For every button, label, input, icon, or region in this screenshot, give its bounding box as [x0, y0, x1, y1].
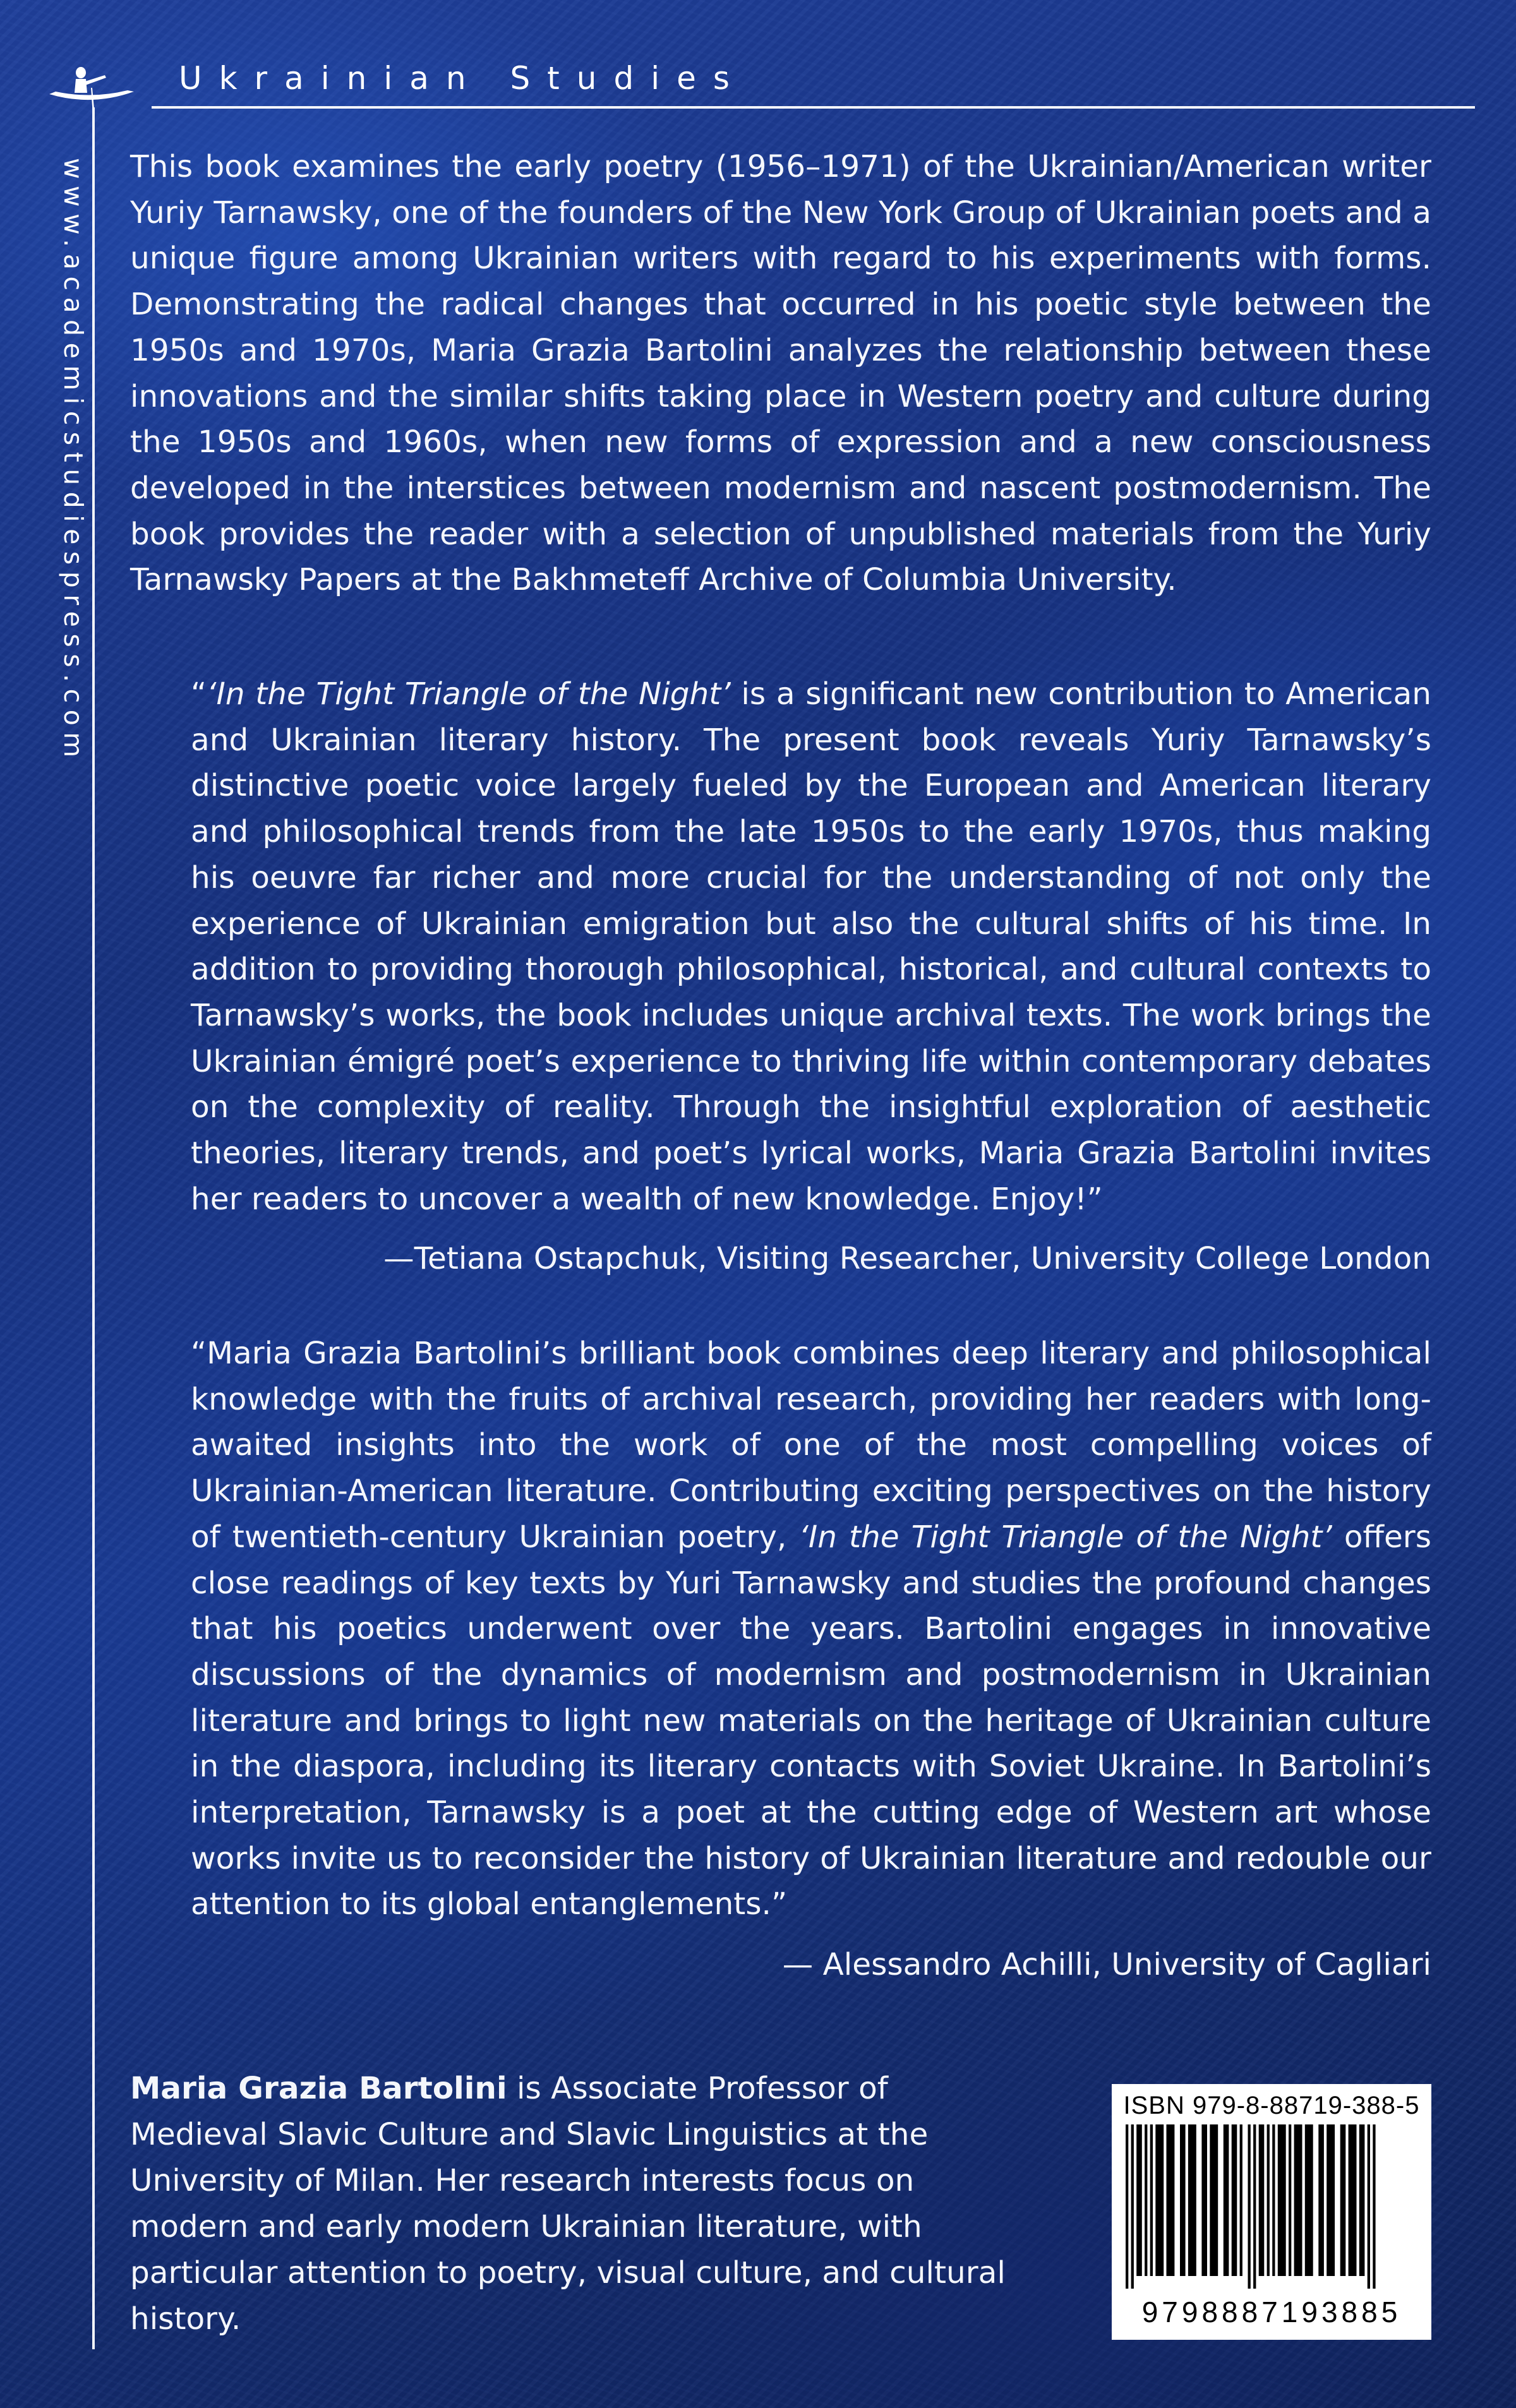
open-quote: “: [191, 676, 207, 712]
author-name: Maria Grazia Bartolini: [130, 2071, 507, 2106]
endorsement-quote: [191, 1331, 1431, 1927]
barcode-bar: [1272, 2124, 1275, 2276]
barcode-bars: [1123, 2124, 1420, 2289]
header-rule: [152, 106, 1475, 109]
barcode-bar: [1145, 2124, 1147, 2276]
barcode-bar: [1289, 2124, 1291, 2276]
author-bio-text: is Associate Professor of Medieval Slavic Culture and Slavic Linguistics at the University of Milan. Her research interests focus on modern and early modern Ukrainian literature, with particular attention to poetry, visual culture, and cultural history.: [130, 2071, 1006, 2337]
barcode-bar: [1318, 2124, 1324, 2276]
barcode-bar: [1326, 2124, 1335, 2276]
barcode-bar: [1368, 2124, 1370, 2289]
isbn-barcode: [1112, 2084, 1431, 2340]
isbn-label: ISBN 979-8-88719-388-5: [1123, 2092, 1420, 2119]
book-title-italic: ‘In the Tight Triangle of the Night’: [207, 676, 731, 712]
barcode-bar: [1136, 2124, 1142, 2276]
barcode-bar: [1359, 2124, 1365, 2276]
quote-text-continued: offers close readings of key texts by Yuri Tarnawsky and studies the profound changes that his poetics underwent over the years. Bartolini engages in innovative discussions of the dynamics of modernism and postmodernism in Ukrainian literature and brings to light new materials on the heritage of Ukrainian culture in the diaspora, including its literary contacts with Soviet Ukraine. In Bartolini’s interpretation, Tarnawsky is a poet at the cutting edge of Western art whose works invite us to reconsider the history of Ukrainian literature and redouble our attention to its global entanglements.”: [191, 1519, 1431, 1922]
barcode-bar: [1155, 2124, 1164, 2276]
book-description: This book examines the early poetry (1956–1971) of the Ukrainian/American writer Yuriy Tarnawsky, one of the founders of the New York Group of Ukrainian poets and a unique figure among Ukrainian writers with regard to his experiments with forms. Demonstrating the radical changes that occurred in his poetic style between the 1950s and 1970s, Maria Grazia Bartolini analyzes the relationship between these innovations and the similar shifts taking place in Western poetry and culture during the 1950s and 1960s, when new forms of expression and a new consciousness developed in the interstices between modernism and nascent postmodernism. The book provides the reader with a selection of unpublished materials from the Yuriy Tarnawsky Papers at the Bakhmeteff Archive of Columbia University.: [130, 149, 1431, 598]
boat-rower-icon: [44, 60, 139, 117]
quote-text: Maria Grazia Bartolini’s brilliant book combines deep literary and philosophical knowledge with the fruits of archival research, providing her readers with long-awaited insights into the work of one of the most compelling voices of Ukrainian-American literature. Contributing exciting perspectives on the history of twentieth-century Ukrainian poetry,: [191, 1336, 1431, 1555]
barcode-bar: [1224, 2124, 1229, 2276]
barcode-bar: [1150, 2124, 1153, 2276]
side-rule: [92, 107, 95, 2349]
barcode-bar: [1349, 2124, 1357, 2276]
barcode-digits: 9798887193885: [1141, 2296, 1402, 2328]
barcode-bar: [1167, 2124, 1175, 2276]
barcode-bar: [1126, 2124, 1128, 2289]
publisher-website: www.academicstudiespress.com: [58, 158, 88, 764]
barcode-bar: [1248, 2124, 1251, 2289]
barcode-bar: [1278, 2124, 1286, 2276]
barcode-bar: [1340, 2124, 1346, 2276]
barcode-bar: [1240, 2124, 1242, 2276]
series-title: Ukrainian Studies: [179, 60, 747, 97]
barcode-bar: [1294, 2124, 1302, 2276]
barcode-bar: [1232, 2124, 1237, 2276]
barcode-bar: [1188, 2124, 1196, 2276]
endorsement-attribution: — Alessandro Achilli, University of Cagliari: [782, 1947, 1431, 1982]
barcode-bar: [1210, 2124, 1218, 2276]
barcode-bar: [1180, 2124, 1186, 2276]
book-title-italic: ‘In the Tight Triangle of the Night’: [798, 1519, 1332, 1555]
barcode-bar: [1259, 2124, 1265, 2276]
barcode-bar: [1253, 2124, 1256, 2289]
barcode-bar: [1373, 2124, 1375, 2289]
barcode-bar: [1201, 2124, 1207, 2276]
barcode-bar: [1267, 2124, 1270, 2276]
endorsement-quote: [191, 671, 1431, 1222]
open-quote: “: [191, 1336, 207, 1371]
barcode-bar: [1131, 2124, 1134, 2289]
author-bio: [130, 2066, 1033, 2342]
endorsement-attribution: —Tetiana Ostapchuk, Visiting Researcher, University College London: [383, 1241, 1431, 1276]
barcode-bar: [1305, 2124, 1313, 2276]
quote-text: is a significant new contribution to American and Ukrainian literary history. The present book reveals Yuriy Tarnawsky’s distinctive poetic voice largely fueled by the European and American literary and philosophical trends from the late 1950s to the early 1970s, thus making his oeuvre far richer and more crucial for the understanding of not only the experience of Ukrainian emigration but also the cultural shifts of his time. In addition to providing thorough philosophical, historical, and cultural contexts to Tarnawsky’s works, the book includes unique archival texts. The work brings the Ukrainian émigré poet’s experience to thriving life within contemporary debates on the complexity of reality. Through the insightful exploration of aesthetic theories, literary trends, and poet’s lyrical works, Maria Grazia Bartolini invites her readers to uncover a wealth of new knowledge. Enjoy!”: [191, 676, 1431, 1217]
